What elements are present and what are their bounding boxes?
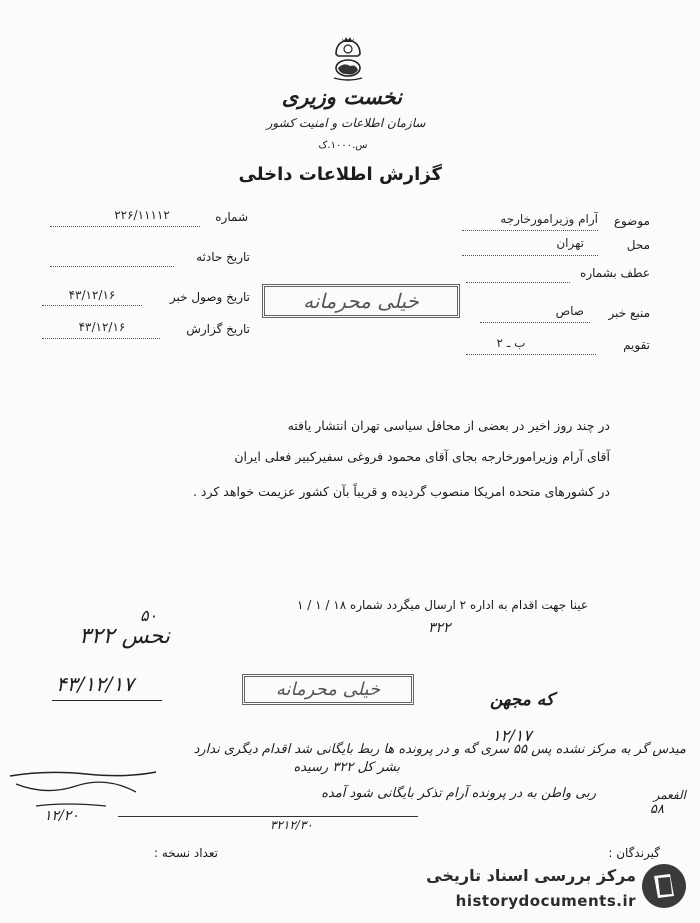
reference-label: عطف بشماره [580,266,650,280]
confidential-stamp: خیلی محرمانه [262,284,460,318]
reference-code: س.۱۰۰۰.ک [318,140,368,151]
body-line-1: در چند روز اخیر در بعضی از محافل سیاسی تهران انتشار یافته [287,418,610,433]
margin-note: الفعمر [653,788,686,802]
source-line [480,322,590,323]
recipients-label: گیرندگان : [608,846,660,860]
org-title: نخست وزیری [281,84,402,109]
hand-bottom-center: ۳۲۱۲/۳۰ [270,818,313,832]
reference-line [466,282,570,283]
hand-note-line-1: میدس گر به مرکز نشده پس ۵۵ سری گه و در پرونده ها ربط بایگانی شد اقدام دیگری ندارد [193,742,686,757]
margin-note-2: ۵۸ [650,802,664,817]
hand-bottom-rule [118,816,418,817]
hand-date: ۴۳/۱۲/۱۷ [56,672,134,696]
subject-label: موضوع [613,214,650,228]
received-date-value: ۴۳/۱۲/۱۶ [68,288,116,302]
hand-note-date: ۱۲/۱۷ [492,726,532,745]
signature-scribble [6,756,246,816]
copies-label: تعداد نسخه : [153,846,218,860]
place-line [462,255,598,256]
number-label: شماره [215,210,248,224]
body-line-2: آقای آرام وزیرامورخارجه بجای آقای محمود فروغی سفیرکبیر فعلی ایران [234,449,610,464]
received-date-label: تاریخ وصول خبر [169,290,250,304]
rating-value: ب ـ ۲ [496,336,526,350]
lion-sun-emblem [328,36,368,82]
source-value: صاص [555,304,584,318]
number-line [50,226,200,227]
routing-extra: ۳۲۲ [428,620,451,636]
hand-underline [52,700,162,701]
report-date-value: ۴۳/۱۲/۱۶ [78,320,126,334]
subject-value: آرام وزیرامورخارجه [500,212,598,226]
place-label: محل [626,238,650,252]
event-date-line [50,266,174,267]
event-date-label: تاریخ حادثه [196,250,250,264]
confidential-stamp-bottom: خیلی محرمانه [242,674,414,705]
rating-line [466,354,596,355]
report-title: گزارش اطلاعات داخلی [238,164,442,185]
received-date-line [42,305,142,306]
source-label: منبع خبر [608,306,650,320]
hand-number: ۵۰ [140,606,158,625]
hand-bottom-left: ۱۲/۲۰ [44,808,79,824]
watermark-url: historydocuments.ir [455,892,636,910]
hand-note-line-3: بشر کل ۳۲۲ رسیده [293,760,400,775]
body-line-3: در کشورهای متحده امریکا منصوب گردیده و قریباً بآن کشور عزیمت خواهد کرد . [192,484,610,499]
watermark-title: مرکز بررسی اسناد تاریخی [426,866,636,885]
place-value: تهران [556,236,584,250]
subject-line [462,230,598,231]
watermark-logo-icon [640,862,688,910]
routing-line: عینا جهت اقدام به اداره ۲ ارسال میگردد شماره ۱۸ / ۱ / ۱ [297,598,588,612]
hand-naskh: نحس ۳۲۲ [79,624,170,649]
report-date-label: تاریخ گزارش [186,322,250,336]
number-value: ۲۲۶/۱۱۱۱۲ [114,208,170,222]
report-date-line [42,338,160,339]
signature-word: که مجهن [490,690,554,710]
hand-note-line-2: ربی واطن به در پرونده آرام تذکر بایگانی شود آمده [321,786,596,801]
org-subtitle: سازمان اطلاعات و امنیت کشور [266,116,426,130]
rating-label: تقویم [623,338,650,352]
